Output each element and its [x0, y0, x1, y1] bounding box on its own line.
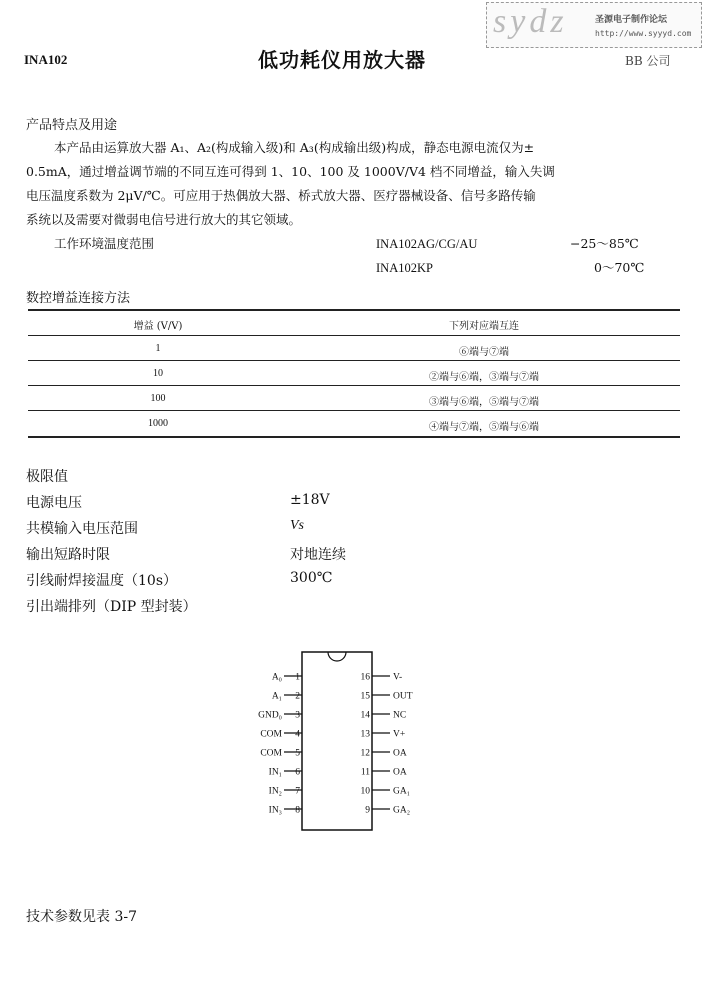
pin-number: 16: [360, 672, 370, 683]
pin-number: 5: [295, 748, 300, 759]
pin-name: COM: [260, 748, 282, 759]
watermark-logo: [486, 2, 702, 48]
pin-name: IN₁: [268, 767, 282, 778]
pin-number: 9: [365, 805, 370, 816]
temp-model: INA102AG/CG/AU: [376, 237, 478, 251]
company-name: BB 公司: [625, 54, 671, 68]
logo-mark: sydz: [493, 3, 568, 40]
limit-value: Vs: [290, 518, 304, 533]
table-cell: 100: [150, 393, 166, 404]
pin-name: OA: [393, 767, 407, 778]
limits-heading: 极限值: [26, 469, 68, 485]
logo-url: http://www.syyyd.com: [595, 29, 692, 38]
temp-range: −25～85℃: [570, 236, 639, 251]
table-rule: [28, 410, 680, 411]
pin-name: GND₀: [258, 710, 282, 721]
pin-name: V+: [393, 729, 406, 740]
limit-label: 电源电压: [26, 495, 82, 511]
pin-name: A₁: [271, 691, 282, 702]
pin-name: GA₂: [393, 805, 411, 816]
table-cell: 1000: [148, 418, 168, 429]
pin-number: 8: [295, 805, 300, 816]
limit-value: 对地连续: [290, 547, 346, 563]
pin-number: 13: [360, 729, 370, 740]
footer-note: 技术参数见表 3-7: [26, 909, 137, 925]
table-cell: ④端与⑦端，⑤端与⑥端: [429, 422, 539, 433]
pin-number: 14: [360, 710, 370, 721]
pin-number: 6: [295, 767, 300, 778]
features-paragraph: [26, 136, 686, 232]
pin-name: GA₁: [393, 786, 411, 797]
table-rule: [28, 436, 680, 438]
limit-label: 输出短路时限: [26, 547, 110, 563]
logo-site-name: 圣源电子制作论坛: [595, 15, 668, 25]
right-pins: [361, 673, 413, 816]
pin-number: 7: [295, 786, 300, 797]
table-rule: [28, 385, 680, 386]
pin-number: 11: [360, 767, 370, 778]
ic-notch: [328, 652, 346, 661]
pin-name: V-: [393, 672, 403, 683]
pin-name: COM: [260, 729, 282, 740]
dip-pinout-diagram: [240, 648, 440, 838]
pin-number: 4: [295, 729, 300, 740]
pin-number: 2: [295, 691, 300, 702]
temp-model: INA102KP: [376, 261, 433, 275]
page-title: 低功耗仪用放大器: [258, 48, 426, 72]
features-heading: 产品特点及用途: [26, 118, 118, 133]
pin-number: 12: [360, 748, 370, 759]
pin-name: IN₂: [268, 786, 282, 797]
pin-name: A₀: [271, 672, 282, 683]
limit-value: 300℃: [290, 570, 333, 586]
paragraph-line: 本产品由运算放大器 A₁、A₂(构成输入级)和 A₃(构成输出级)构成，静态电源电流仅为±: [54, 140, 535, 155]
part-number: INA102: [24, 52, 68, 67]
pin-number: 15: [360, 691, 370, 702]
pin-number: 10: [360, 786, 370, 797]
limit-label: 引线耐焊接温度（10s）: [26, 573, 177, 589]
pin-name: NC: [393, 710, 407, 721]
table-cell: ⑥端与⑦端: [459, 347, 509, 358]
table-cell: ③端与⑥端，⑤端与⑦端: [429, 397, 539, 408]
pin-number: 1: [295, 672, 300, 683]
table-rule: [28, 360, 680, 361]
gain-table-heading: 数控增益连接方法: [26, 291, 131, 306]
table-header: 增益 (V/V): [133, 321, 183, 332]
left-pins: [258, 673, 302, 816]
pinout-label: 引出端排列（DIP 型封装）: [26, 599, 197, 615]
pin-number: 3: [295, 710, 300, 721]
limit-value: ±18V: [290, 492, 330, 508]
pin-name: IN₃: [268, 805, 282, 816]
table-cell: 1: [155, 343, 161, 354]
pin-name: OUT: [393, 691, 413, 702]
temp-range: 0～70℃: [594, 260, 645, 275]
table-cell: 10: [153, 368, 163, 379]
temp-range-label: 工作环境温度范围: [54, 236, 155, 251]
table-cell: ②端与⑥端，③端与⑦端: [429, 372, 539, 383]
table-rule: [28, 335, 680, 336]
table-header: 下列对应端互连: [449, 321, 519, 332]
limit-label: 共模输入电压范围: [26, 521, 138, 537]
paragraph-line: 电压温度系数为 2μV/℃。可应用于热偶放大器、桥式放大器、医疗器械设备、信号多路传输: [26, 188, 536, 203]
paragraph-line: 0.5mA，通过增益调节端的不同互连可得到 1、10、100 及 1000V/V4 档不同增益，输入失调: [26, 164, 555, 179]
table-rule: [28, 309, 680, 311]
pin-name: OA: [393, 748, 407, 759]
paragraph-line: 系统以及需要对微弱电信号进行放大的其它领域。: [26, 212, 302, 227]
